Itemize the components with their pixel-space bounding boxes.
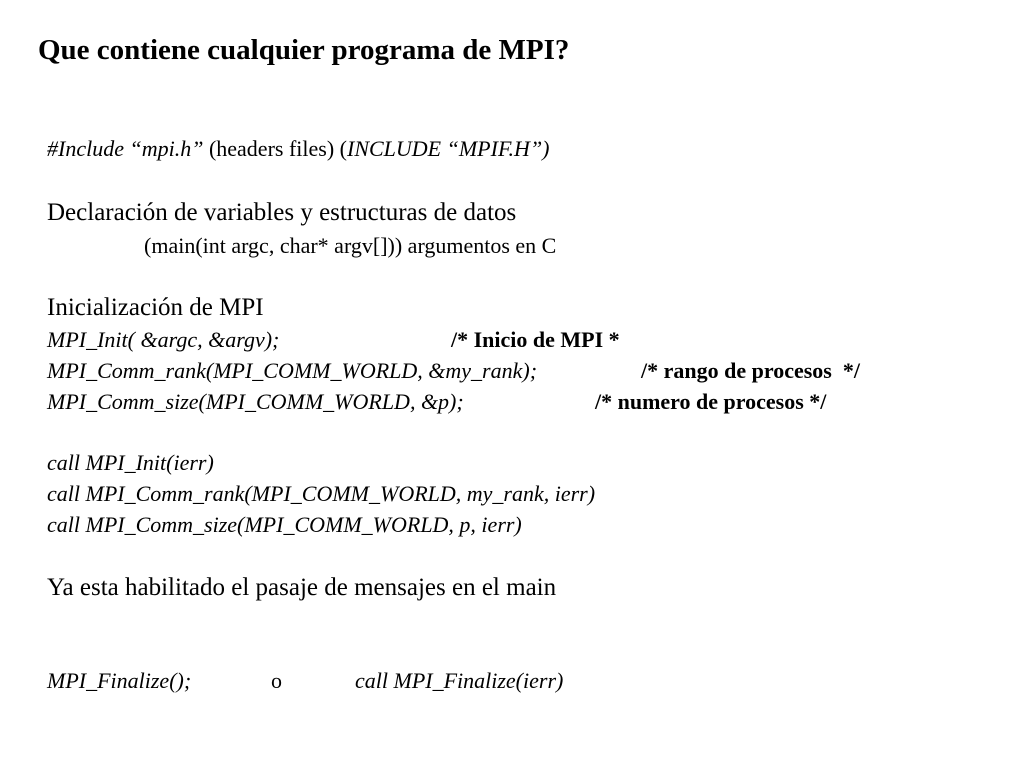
c-call-code: MPI_Comm_rank(MPI_COMM_WORLD, &my_rank); bbox=[47, 358, 538, 383]
init-heading: Inicialización de MPI bbox=[47, 294, 264, 321]
c-call-comment: /* numero de procesos */ bbox=[595, 389, 827, 414]
c-call-comment: /* Inicio de MPI * bbox=[451, 327, 620, 352]
page-title: Que contiene cualquier programa de MPI? bbox=[38, 34, 570, 66]
c-call-code: MPI_Comm_size(MPI_COMM_WORLD, &p); bbox=[47, 389, 464, 414]
finalize-fortran: call MPI_Finalize(ierr) bbox=[355, 668, 564, 693]
include-note: (headers files) ( bbox=[203, 136, 347, 161]
finalize-row bbox=[47, 670, 947, 694]
c-call-comment: /* rango de procesos */ bbox=[641, 358, 860, 383]
declarations-heading: Declaración de variables y estructuras de datos bbox=[47, 199, 517, 226]
include-fortran: INCLUDE “MPIF.H”) bbox=[347, 136, 550, 161]
declarations-detail: (main(int argc, char* argv[])) argumentos en C bbox=[144, 233, 557, 258]
message-passing-text: Ya esta habilitado el pasaje de mensajes en el main bbox=[47, 574, 557, 601]
fortran-call: call MPI_Comm_size(MPI_COMM_WORLD, p, ierr) bbox=[47, 512, 522, 537]
include-directive: #Include “mpi.h” bbox=[47, 136, 204, 161]
c-call-row bbox=[47, 391, 947, 415]
c-call-row bbox=[47, 360, 947, 384]
finalize-or: o bbox=[271, 668, 282, 693]
finalize-c: MPI_Finalize(); bbox=[47, 668, 192, 693]
c-call-code: MPI_Init( &argc, &argv); bbox=[47, 327, 280, 352]
fortran-call: call MPI_Comm_rank(MPI_COMM_WORLD, my_rank, ierr) bbox=[47, 481, 596, 506]
c-call-row bbox=[47, 329, 947, 353]
include-line bbox=[47, 138, 550, 160]
fortran-call: call MPI_Init(ierr) bbox=[47, 450, 214, 475]
